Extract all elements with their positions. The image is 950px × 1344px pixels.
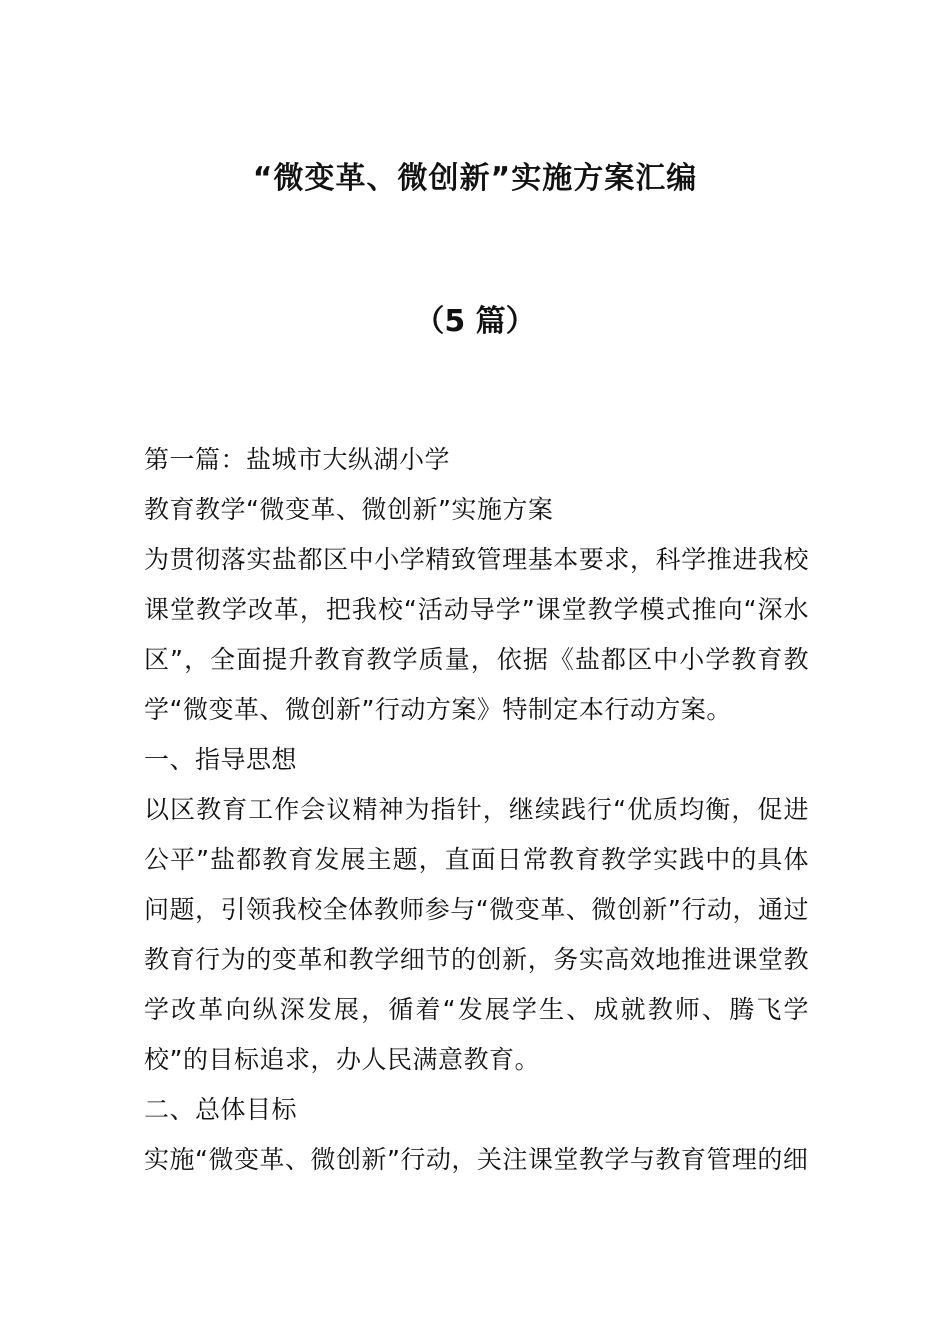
- document-title: “微变革、微创新”实施方案汇编: [252, 161, 698, 196]
- chapter-heading: 第一篇：盐城市大纵湖小学: [144, 445, 451, 474]
- section-heading-guiding-ideology: 一、指导思想: [144, 745, 298, 774]
- section-heading-overall-goal: 二、总体目标: [144, 1095, 298, 1124]
- guiding-ideology-paragraph: 以区教育工作会议精神为指针，继续践行“优质均衡，促进公平”盐都教育发展主题，直面日常教育教学实践中的具体问题，引领我校全体教师参与“微变革、微创新”行动，通过教育行为的变革和教学细节的创新，务实高效地推进课堂教学改革向纵深发展，循着“发展学生、成就教师、腾飞学校”的目标追求，办人民满意教育。: [144, 795, 809, 1074]
- overall-goal-paragraph: 实施“微变革、微创新”行动，关注课堂教学与教育管理的细: [144, 1145, 809, 1174]
- document-body: [144, 435, 809, 1185]
- plan-title: 教育教学“微变革、微创新”实施方案: [144, 495, 554, 524]
- document-subtitle: （5 篇）: [414, 304, 536, 339]
- intro-paragraph: 为贯彻落实盐都区中小学精致管理基本要求，科学推进我校课堂教学改革，把我校“活动导学”课堂教学模式推向“深水区”，全面提升教育教学质量，依据《盐都区中小学教育教学“微变革、微创新”行动方案》特制定本行动方案。: [144, 545, 809, 724]
